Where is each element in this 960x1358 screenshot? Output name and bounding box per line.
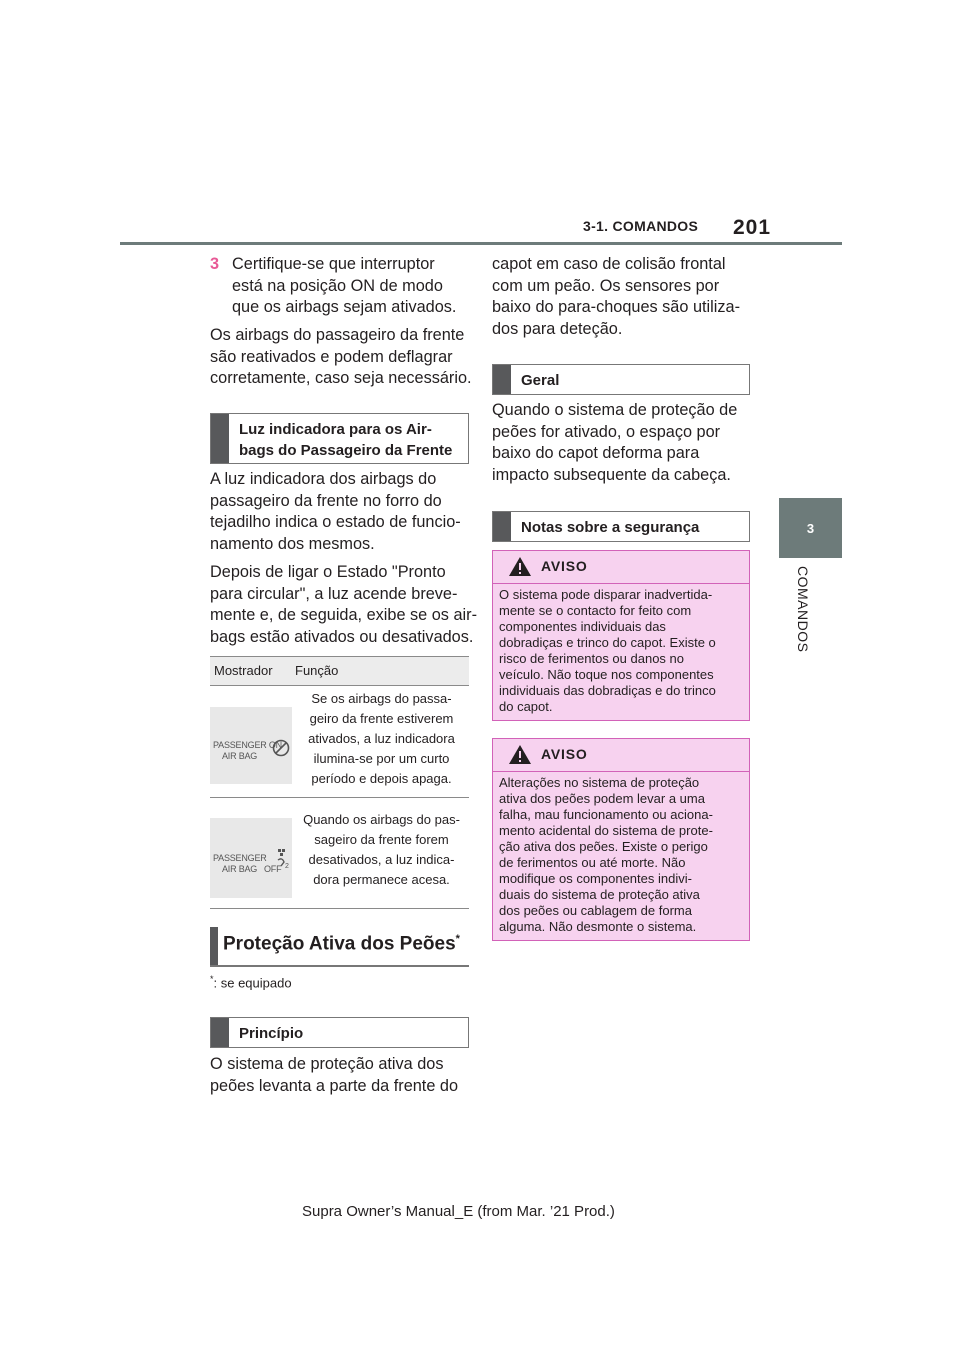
paragraph	[210, 562, 480, 648]
header-rule	[120, 242, 842, 245]
cell-line: geiro da frente estiverem	[309, 711, 454, 726]
footnote-marker: *	[455, 933, 460, 945]
section-header-general	[492, 364, 750, 395]
step-number: 3	[210, 255, 220, 273]
text-line: são reativados e podem deflagrar	[210, 347, 453, 366]
table-rule	[210, 685, 469, 686]
footnote-marker: *	[210, 974, 214, 984]
indicator-passenger-airbag-off	[210, 818, 292, 898]
text-line: passageiro da frente no forro do	[210, 491, 442, 510]
warning-line: O sistema pode disparar inadvertida-	[499, 587, 713, 602]
section-title: 3-1. COMANDOS	[583, 218, 699, 234]
text-line: namento dos mesmos.	[210, 534, 375, 553]
paragraph	[210, 1054, 480, 1097]
cell-line: ilumina-se por um curto	[313, 751, 450, 766]
cell-line: Quando os airbags do pas-	[303, 812, 460, 827]
airbag-off-icon	[276, 848, 290, 870]
warning-title: AVISO	[541, 558, 588, 574]
function-cell	[294, 689, 469, 789]
warning-line: do capot.	[499, 699, 553, 714]
cell-line: Se os airbags do passa-	[311, 691, 452, 706]
text-line: para circular", a luz acende breve-	[210, 584, 458, 603]
title-line: Luz indicadora para os Air-	[239, 421, 432, 438]
warning-line: componentes individuais das	[499, 619, 666, 634]
warning-line: modifique os componentes indivi-	[499, 871, 692, 886]
text-line: O sistema de proteção ativa dos	[210, 1055, 444, 1073]
indicator-label: PASSENGER	[213, 853, 267, 863]
warning-line: ativa dos peões podem levar a uma	[499, 791, 705, 806]
text-line: dos para deteção.	[492, 319, 623, 338]
step-line: que os airbags sejam ativados.	[232, 298, 457, 316]
step-line: está na posição ON de modo	[232, 276, 443, 295]
warning-line: alguma. Não desmonte o sistema.	[499, 919, 697, 934]
warning-line: Alterações no sistema de proteção	[499, 775, 700, 790]
warning-box	[492, 550, 750, 721]
warning-line: duais do sistema de proteção ativa	[499, 887, 700, 902]
warning-line: dobradiças e trinco do capot. Existe o	[499, 635, 716, 650]
warning-triangle-icon	[508, 556, 532, 577]
warning-box	[492, 738, 750, 941]
cell-line: período e depois apaga.	[311, 771, 452, 786]
section-header-safety-notes	[492, 511, 750, 542]
cell-line: desativados, a luz indica-	[308, 852, 455, 867]
warning-header	[493, 551, 749, 584]
section-header-title	[239, 419, 462, 461]
text-line: capot em caso de colisão frontal	[492, 255, 726, 273]
warning-title: AVISO	[541, 746, 588, 762]
section-header-bar	[210, 927, 218, 965]
section-header-title: Geral	[521, 372, 560, 389]
svg-text:2: 2	[285, 863, 289, 870]
section-header-bar	[211, 1018, 229, 1047]
text-line: peões for ativado, o espaço por	[492, 422, 721, 441]
table-rule	[210, 908, 469, 909]
paragraph	[492, 254, 762, 340]
warning-text	[499, 587, 744, 715]
function-cell	[294, 810, 469, 890]
title-text: Proteção Ativa dos Peões	[223, 933, 456, 955]
warning-line: mento acidental do sistema de prote-	[499, 823, 713, 838]
warning-line: risco de ferimentos ou danos no	[499, 651, 684, 666]
text-line: Quando o sistema de proteção de	[492, 401, 738, 419]
warning-triangle-icon	[508, 744, 532, 765]
text-line: baixo do capot deforma para	[492, 444, 700, 462]
title-line: bags do Passageiro da Frente	[239, 442, 453, 459]
table-header-row	[210, 657, 469, 685]
table-rule	[210, 797, 469, 798]
footer-text: Supra Owner’s Manual_E (from Mar. ’21 Prod.)	[302, 1203, 615, 1220]
indicator-passenger-airbag-on	[210, 707, 292, 784]
footnote-text: : se equipado	[213, 975, 292, 991]
text-line: mente e, de seguida, exibe se os air-	[210, 606, 477, 624]
warning-text	[499, 775, 744, 935]
step-text	[232, 254, 477, 319]
warning-line: mente se o contacto for feito com	[499, 603, 692, 618]
paragraph	[210, 325, 480, 390]
warning-line: falha, mau funcionamento ou aciona-	[499, 807, 713, 822]
text-line: Depois de ligar o Estado "Pronto	[210, 563, 446, 581]
section-header-indicator-light	[210, 413, 469, 464]
section-header-title	[223, 933, 460, 955]
indicator-label: AIR BAG OFF	[222, 864, 282, 874]
warning-line: ção ativa dos peões. Existe o perigo	[499, 839, 708, 854]
paragraph	[210, 469, 480, 555]
airbag-on-icon	[272, 739, 290, 757]
indicator-label: AIR BAG	[222, 751, 258, 761]
section-header-active-pedestrian-protection	[210, 927, 469, 967]
warning-header	[493, 739, 749, 772]
column-header-function: Função	[295, 663, 339, 678]
warning-line: dos peões ou cablagem de forma	[499, 903, 692, 918]
cell-line: ativados, a luz indicadora	[308, 731, 455, 746]
text-line: corretamente, caso seja necessário.	[210, 369, 472, 387]
footnote	[210, 974, 292, 990]
column-header-display: Mostrador	[214, 663, 273, 678]
text-line: impacto subsequente da cabeça.	[492, 465, 731, 484]
indicator-label: PASSENGER ON	[213, 740, 282, 750]
section-header-title: Princípio	[239, 1025, 304, 1042]
section-header-title: Notas sobre a segurança	[521, 519, 700, 536]
cell-line: dora permanece acesa.	[313, 872, 450, 887]
text-line: tejadilho indica o estado de funcio-	[210, 513, 461, 531]
chapter-tab-label: COMANDOS	[795, 566, 811, 653]
text-line: A luz indicadora dos airbags do	[210, 470, 437, 488]
section-header-bar	[211, 414, 229, 463]
paragraph	[492, 400, 762, 486]
cell-line: sageiro da frente forem	[314, 832, 449, 847]
section-header-bar	[493, 512, 511, 541]
indicator-table	[210, 656, 469, 910]
text-line: com um peão. Os sensores por	[492, 276, 720, 295]
chapter-tab	[779, 498, 842, 558]
chapter-tab-number: 3	[806, 520, 815, 536]
text-line: peões levanta a parte da frente do	[210, 1076, 459, 1095]
section-header-principle	[210, 1017, 469, 1048]
warning-line: individuais das dobradiças e do trinco	[499, 683, 716, 698]
page-number: 201	[733, 216, 772, 239]
step-line: Certifique-se que interruptor	[232, 255, 435, 273]
text-line: baixo do para-choques são utiliza-	[492, 298, 740, 316]
text-line: Os airbags do passageiro da frente	[210, 326, 465, 344]
warning-line: de ferimentos ou até morte. Não	[499, 855, 686, 870]
section-header-bar	[493, 365, 511, 394]
text-line: bags estão ativados ou desativados.	[210, 627, 474, 646]
warning-line: veículo. Não toque nos componentes	[499, 667, 714, 682]
